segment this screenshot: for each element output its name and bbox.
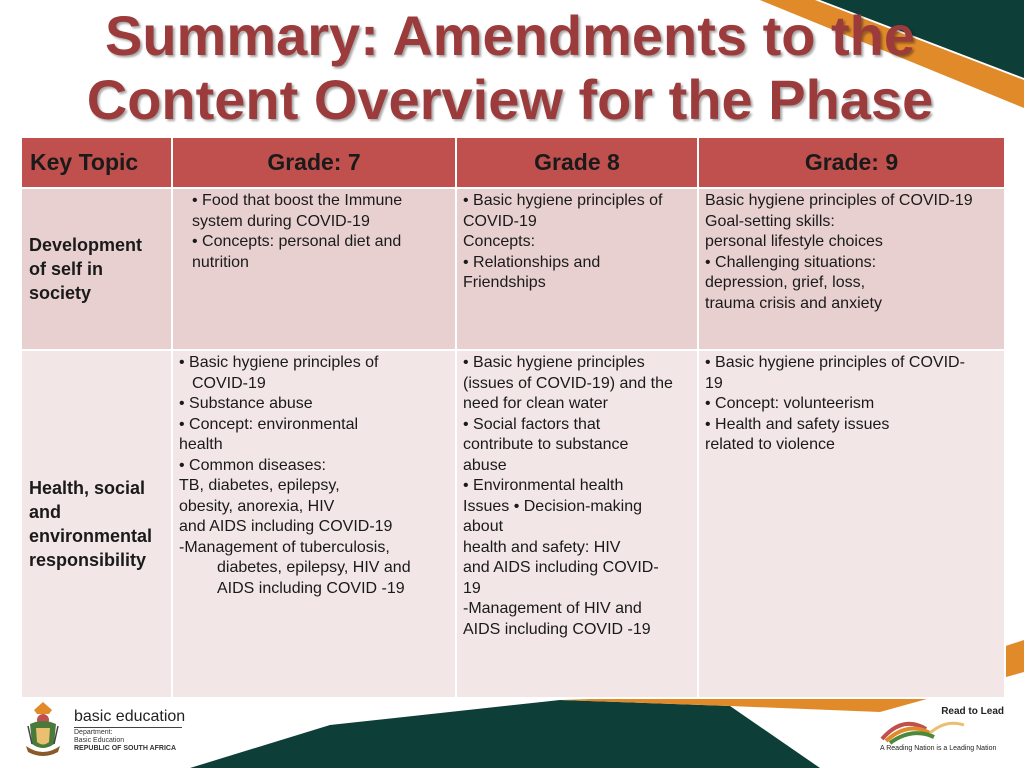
department-label: Department: <box>74 729 113 736</box>
read-to-lead-headline: Read to Lead <box>941 706 1004 717</box>
content-overview-table <box>20 136 1006 699</box>
cell-line: Basic hygiene principles of COVID-19 <box>705 192 973 209</box>
slide-title-line-2: Content Overview for the Phase <box>86 68 934 131</box>
cell-line: (issues of COVID-19) and the <box>463 374 673 392</box>
coat-of-arms-icon <box>22 700 64 758</box>
cell-line: • Substance abuse <box>179 395 313 412</box>
grade-8-cell <box>456 350 698 698</box>
brand-name: basic education <box>74 708 186 725</box>
cell-line: 19 <box>463 579 481 597</box>
brand-divider <box>74 727 182 728</box>
cell-line: -Management of tuberculosis, <box>179 538 390 556</box>
grade-7-cell <box>172 188 456 350</box>
cell-line: • Social factors that <box>463 415 601 433</box>
cell-line: • Basic hygiene principles of <box>463 192 663 209</box>
cell-line: • Concept: environmental <box>179 415 359 433</box>
topic-line: of self in <box>29 259 104 279</box>
cell-line: • Concepts: personal diet and <box>192 233 402 250</box>
cell-line: • Concept: volunteerism <box>705 395 875 412</box>
grade-8-cell <box>456 188 698 350</box>
cell-line: AIDS including COVID -19 <box>463 620 651 638</box>
grade-7-cell <box>172 350 456 698</box>
cell-line: -Management of HIV and <box>463 600 642 617</box>
cell-line: COVID-19 <box>463 212 537 230</box>
topic-line: Health, social <box>29 478 146 498</box>
topic-line: Development <box>29 235 143 255</box>
grade-9-cell <box>698 350 1005 698</box>
cell-line: and AIDS including COVID- <box>463 559 659 576</box>
cell-line: personal lifestyle choices <box>705 233 883 250</box>
cell-line: • Basic hygiene principles <box>463 354 645 371</box>
cell-line: nutrition <box>192 253 249 271</box>
slide-title <box>40 4 980 132</box>
cell-line: • Common diseases: <box>179 456 326 474</box>
cell-line: AIDS including COVID -19 <box>217 579 405 597</box>
cell-line: contribute to substance <box>463 436 629 453</box>
cell-line: abuse <box>463 456 507 474</box>
cell-line: • Basic hygiene principles of <box>179 354 379 371</box>
topic-cell <box>21 350 172 698</box>
read-to-lead-logo <box>872 703 1012 763</box>
cell-line: Friendships <box>463 274 546 291</box>
cell-line: • Basic hygiene principles of COVID- <box>705 354 965 371</box>
header-key-topic: Key Topic <box>21 137 172 188</box>
table-row <box>21 188 1005 350</box>
cell-line: COVID-19 <box>192 374 266 392</box>
department-name: Basic Education <box>74 737 125 744</box>
table-header-row <box>21 137 1005 188</box>
cell-line: Goal-setting skills: <box>705 212 835 230</box>
grade-9-cell <box>698 188 1005 350</box>
topic-line: environmental <box>29 526 153 546</box>
cell-line: Issues • Decision-making <box>463 497 642 515</box>
header-grade-9: Grade: 9 <box>698 137 1005 188</box>
cell-line: need for clean water <box>463 395 608 412</box>
cell-line: health and safety: HIV <box>463 538 621 556</box>
bottom-teal-band <box>190 700 820 768</box>
cell-line: • Health and safety issues <box>705 415 890 433</box>
read-to-lead-tagline: A Reading Nation is a Leading Nation <box>880 745 997 752</box>
topic-line: and <box>29 502 62 522</box>
cell-line: related to violence <box>705 436 835 453</box>
header-grade-8: Grade 8 <box>456 137 698 188</box>
country-name: REPUBLIC OF SOUTH AFRICA <box>74 745 177 752</box>
topic-line: responsibility <box>29 550 147 570</box>
cell-line: system during COVID-19 <box>192 212 370 230</box>
topic-cell <box>21 188 172 350</box>
cell-line: and AIDS including COVID-19 <box>179 518 393 535</box>
cell-line: trauma crisis and anxiety <box>705 294 882 312</box>
cell-line: about <box>463 518 504 535</box>
cell-line: • Food that boost the Immune <box>192 192 403 209</box>
cell-line: obesity, anorexia, HIV <box>179 497 335 515</box>
cell-line: diabetes, epilepsy, HIV and <box>217 559 411 576</box>
cell-line: • Challenging situations: <box>705 253 877 271</box>
basic-education-logo <box>22 700 222 760</box>
cell-line: • Relationships and <box>463 253 601 271</box>
topic-line: society <box>29 283 92 303</box>
cell-line: health <box>179 436 223 453</box>
cell-line: Concepts: <box>463 233 536 250</box>
cell-line: depression, grief, loss, <box>705 274 866 291</box>
slide-title-line-1: Summary: Amendments to the <box>104 4 916 67</box>
cell-line: 19 <box>705 374 723 392</box>
table-row <box>21 350 1005 698</box>
header-grade-7: Grade: 7 <box>172 137 456 188</box>
cell-line: • Environmental health <box>463 477 624 494</box>
cell-line: TB, diabetes, epilepsy, <box>179 477 340 494</box>
